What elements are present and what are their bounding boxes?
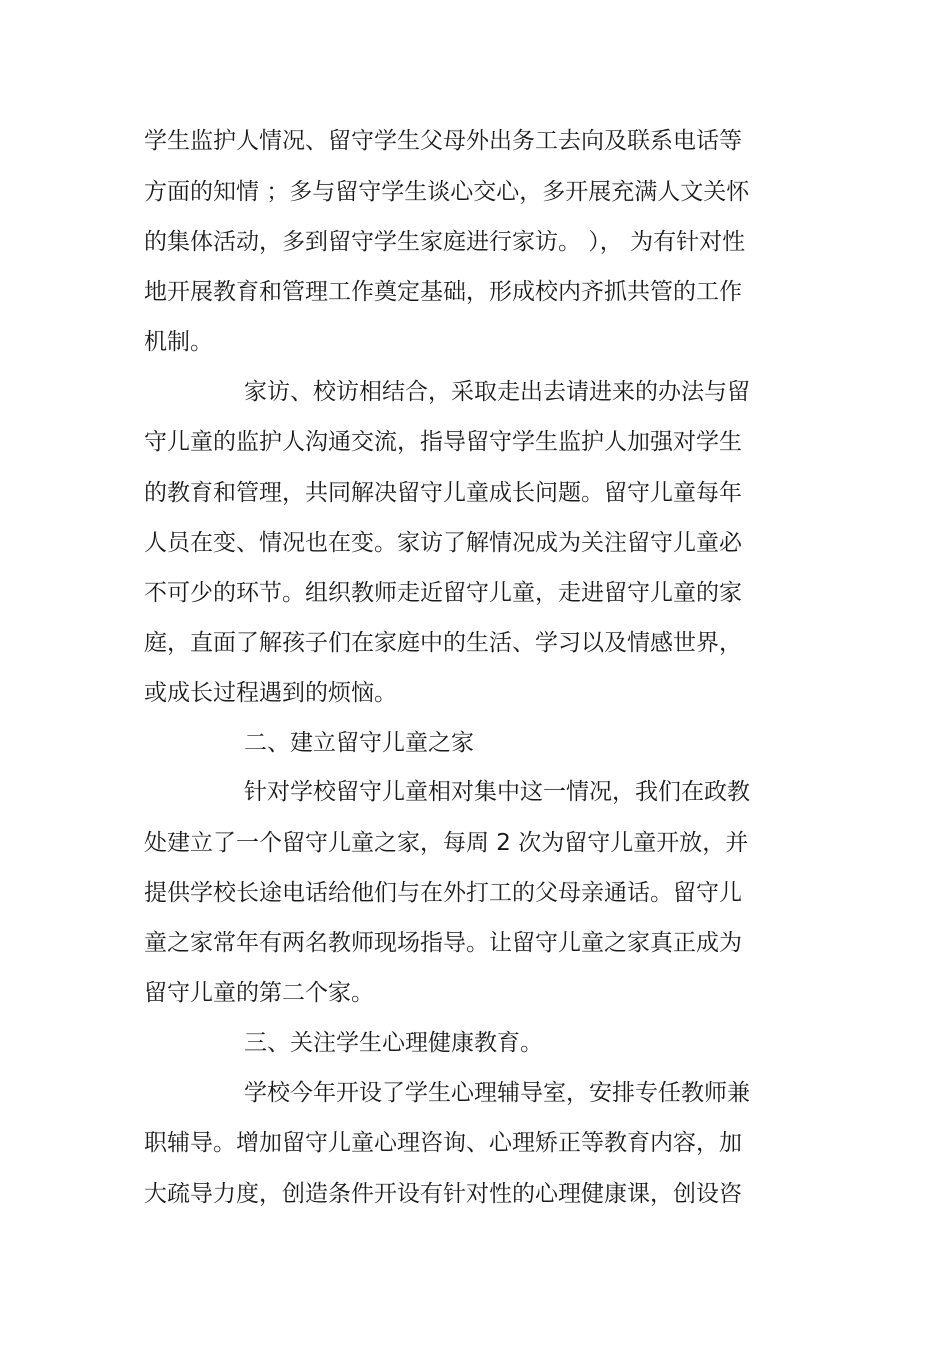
text-line: 的集体活动，多到留守学生家庭进行家访。 ）， 为有针对性 [144, 229, 746, 255]
section-heading: 三、关注学生心理健康教育。 [244, 1030, 543, 1056]
text-line: 不可少的环节。组织教师走近留守儿童，走进留守儿童的家 [144, 580, 742, 606]
text-line: 职辅导。增加留守儿童心理咨询、心理矫正等教育内容，加 [144, 1130, 742, 1156]
text-line: 庭，直面了解孩子们在家庭中的生活、学习以及情感世界， [144, 630, 742, 656]
text-line: 童之家常年有两名教师现场指导。让留守儿童之家真正成为 [144, 930, 742, 956]
paragraph-first-line: 学校今年开设了学生心理辅导室，安排专任教师兼 [244, 1080, 750, 1106]
text-line: 机制。 [144, 329, 213, 355]
text-line: 留守儿童的第二个家。 [144, 980, 374, 1006]
paragraph-first-line: 针对学校留守儿童相对集中这一情况，我们在政教 [244, 779, 750, 805]
text-line: 大疏导力度，创造条件开设有针对性的心理健康课，创设咨 [144, 1181, 742, 1207]
text-line: 人员在变、情况也在变。家访了解情况成为关注留守儿童必 [144, 530, 742, 556]
text-line: 的教育和管理，共同解决留守儿童成长问题。留守儿童每年 [144, 480, 742, 506]
paragraph-first-line: 家访、校访相结合，采取走出去请进来的办法与留 [244, 379, 750, 405]
text-line: 或成长过程遇到的烦恼。 [144, 680, 397, 706]
text-line: 提供学校长途电话给他们与在外打工的父母亲通话。留守儿 [144, 880, 742, 906]
text-line: 学生监护人情况、留守学生父母外出务工去向及联系电话等 [144, 128, 742, 154]
text-line: 处建立了一个留守儿童之家，每周 2 次为留守儿童开放，并 [144, 830, 749, 856]
text-line: 守儿童的监护人沟通交流，指导留守学生监护人加强对学生 [144, 429, 742, 455]
text-line: 地开展教育和管理工作奠定基础，形成校内齐抓共管的工作 [144, 279, 742, 305]
section-heading: 二、建立留守儿童之家 [244, 730, 474, 756]
text-line: 方面的知情 ；多与留守学生谈心交心，多开展充满人文关怀 [144, 179, 750, 205]
